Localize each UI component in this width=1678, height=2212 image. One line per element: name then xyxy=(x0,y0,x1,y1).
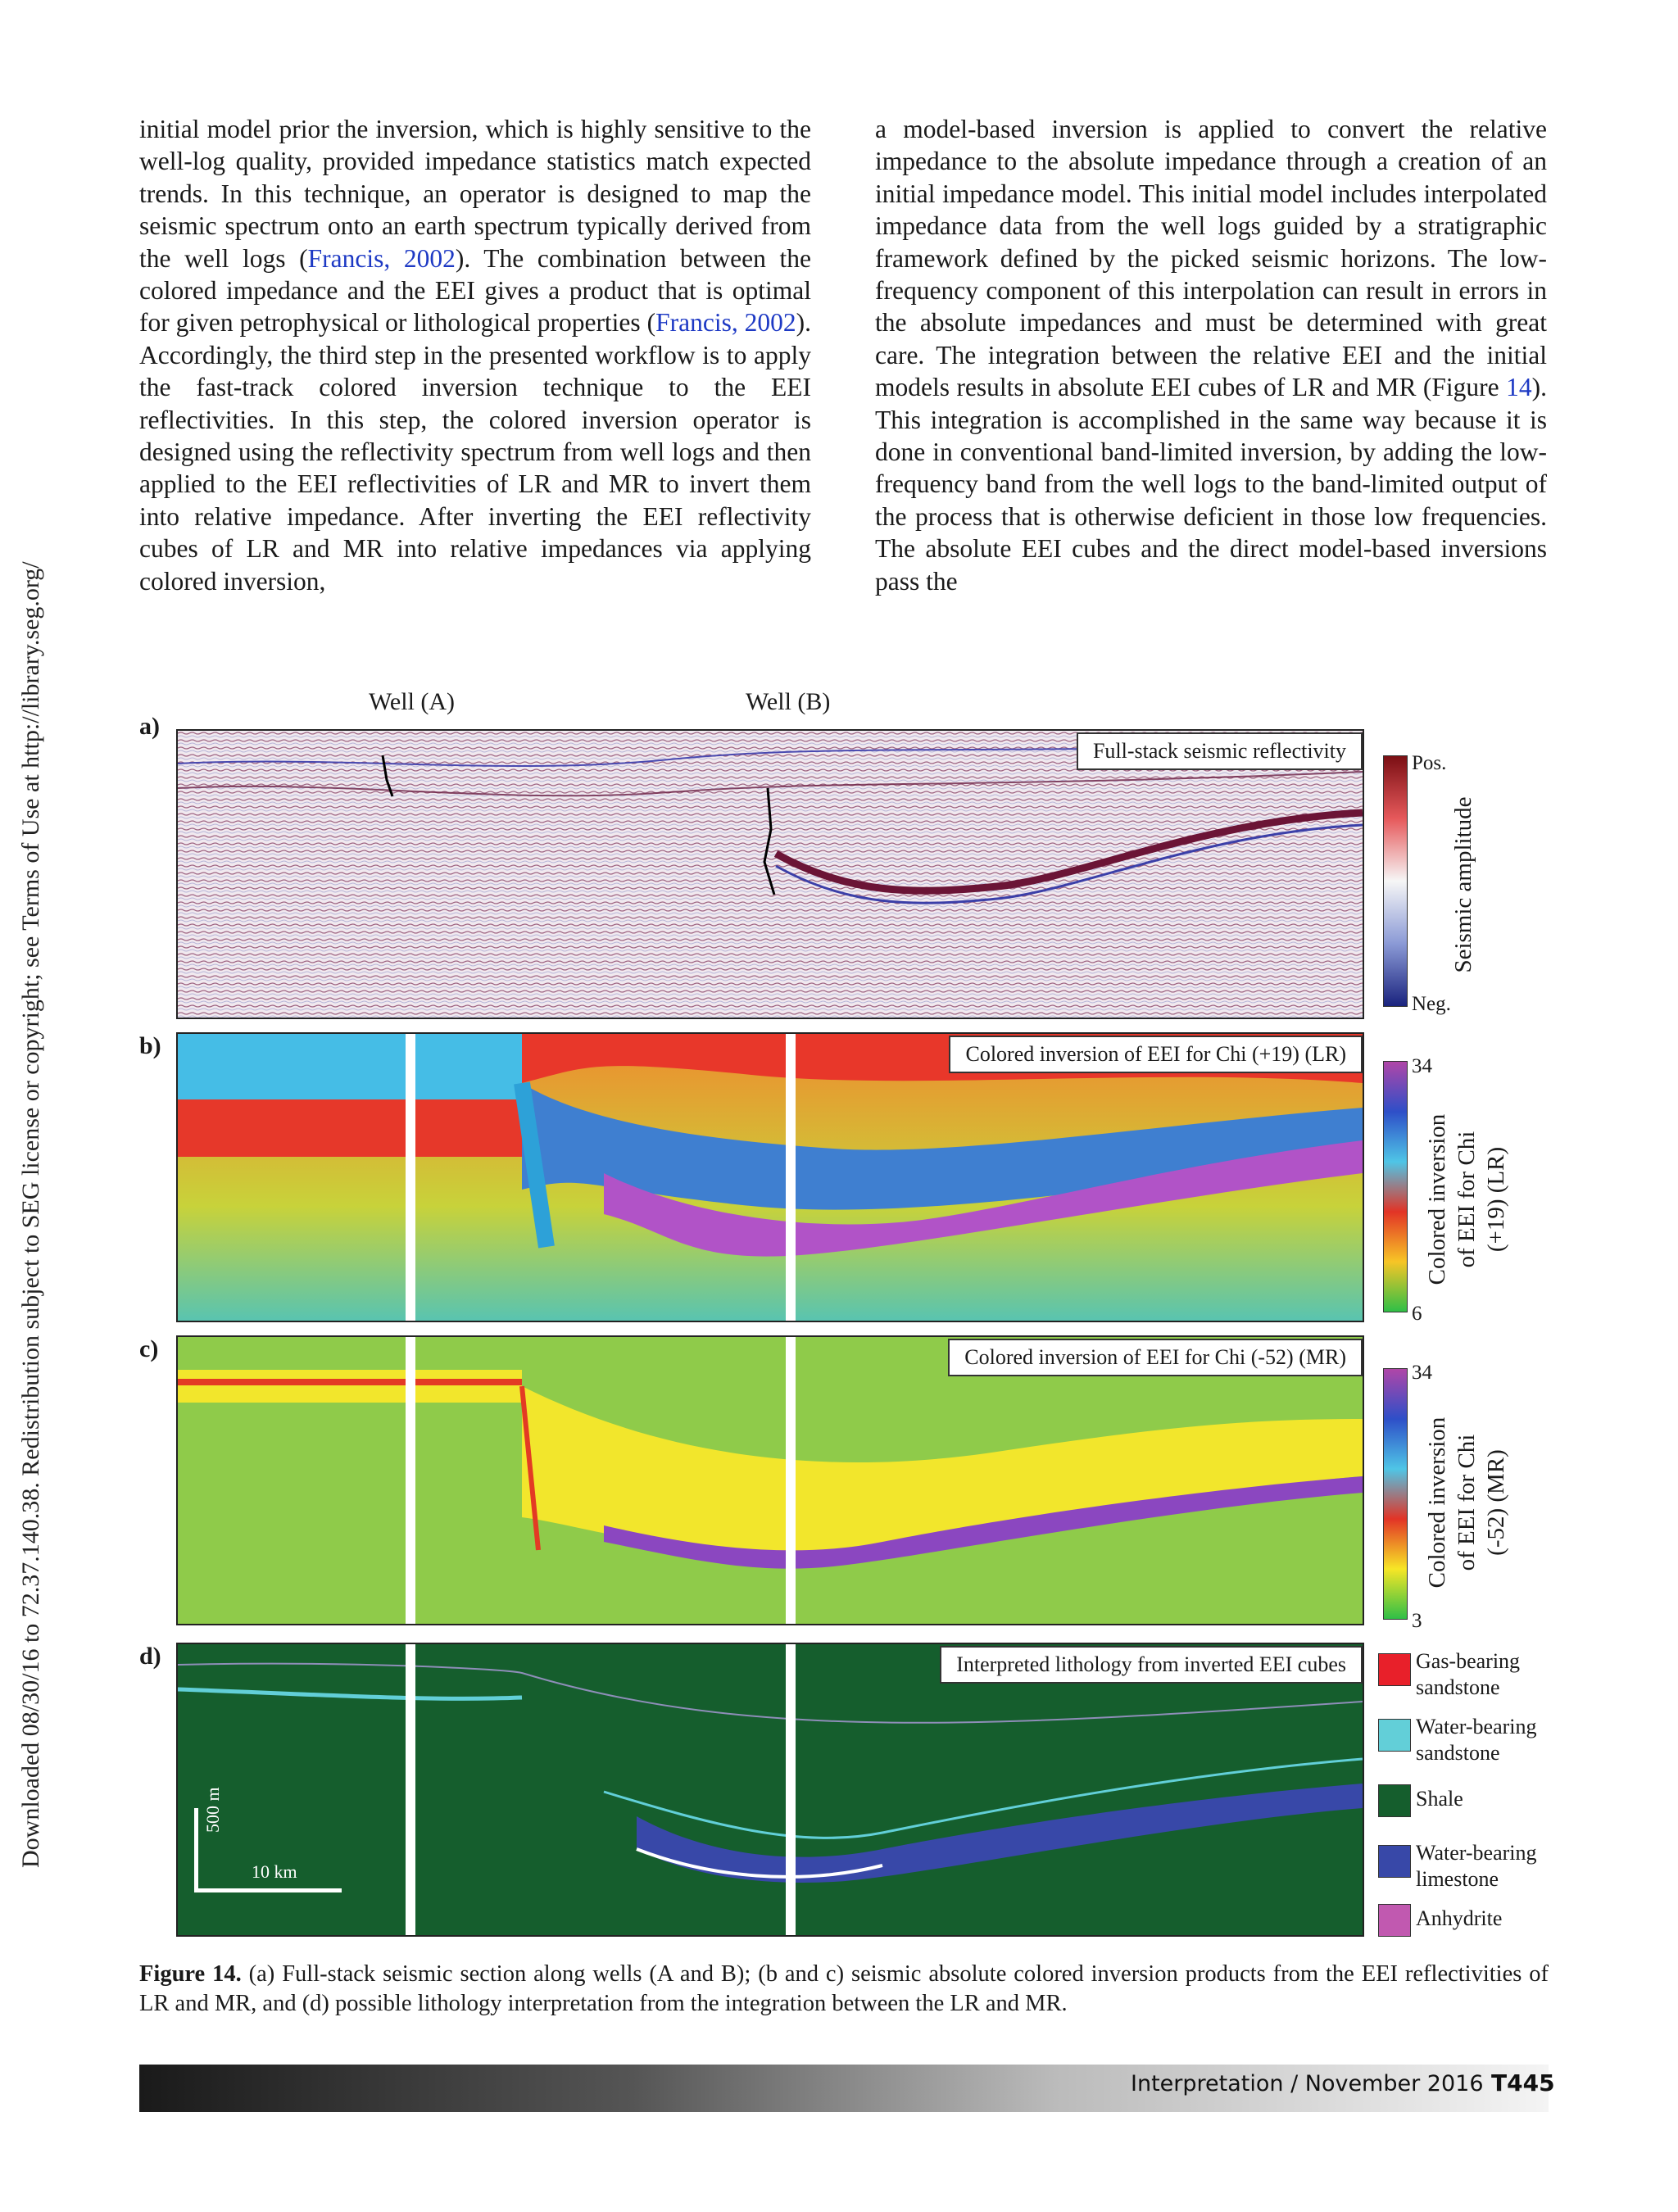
lr-colorbar xyxy=(1383,1061,1408,1312)
panel-c-mr xyxy=(176,1335,1364,1625)
download-notice: Downloaded 08/30/16 to 72.37.140.38. Redistribution subject to SEG license or copyright; see Terms of Use at http://library.seg.org/ xyxy=(17,561,44,1868)
panel-d-lithology xyxy=(176,1643,1364,1937)
scale-bar-vertical: 500 m xyxy=(202,1787,223,1833)
text-column-left xyxy=(139,113,811,597)
legend-swatch-shale xyxy=(1378,1784,1411,1817)
cbar-a-bottom: Neg. xyxy=(1412,993,1451,1015)
cbar-b-top: 34 xyxy=(1412,1055,1432,1077)
left-paragraph: initial model prior the inversion, which is highly sensitive to the well-log quality, provided impedance statistics match expected trends. In this technique, an operator is designed to map the seismic spectrum onto an earth spectrum typically derived from the well logs (Francis, 2002). The combination between the colored impedance and the EEI gives a product that is optimal for given petrophysical or lithological properties (Francis, 2002). Accordingly, the third step in the presented workflow is to apply the fast-track colored inversion technique to the EEI reflectivities. In this step, the colored inversion operator is designed using the reflectivity spectrum from well logs and then applied to the EEI reflectivities of LR and MR to invert them into relative impedance. After inverting the EEI reflectivity cubes of LR and MR into relative impedances via applying colored inversion, xyxy=(139,115,811,596)
legend-label: Gas-bearing sandstone xyxy=(1416,1649,1521,1699)
text-column-right xyxy=(875,113,1547,597)
cbar-b-label: Colored inversion of EEI for Chi (+19) (LR) xyxy=(1424,1113,1509,1285)
legend-label: Anhydrite xyxy=(1416,1906,1503,1930)
legend-swatch-gas-sandstone xyxy=(1378,1653,1411,1686)
cbar-c-label: Colored inversion of EEI for Chi (-52) (MR) xyxy=(1424,1416,1509,1589)
caption-text: (a) Full-stack seismic section along wells (A and B); (b and c) seismic absolute colored inversion products from the EEI reflectivities of LR and MR, and (d) possible lithology interpretation from the integration between the LR and MR. xyxy=(139,1961,1549,2016)
seismic-colorbar xyxy=(1383,755,1408,1007)
figure-ref-link[interactable]: 14 xyxy=(1506,373,1532,402)
panel-a-title: Full-stack seismic reflectivity xyxy=(1077,732,1363,770)
cbar-b-bottom: 6 xyxy=(1412,1303,1422,1325)
caption-label: Figure 14. xyxy=(139,1961,242,1987)
legend-swatch-anhydrite xyxy=(1378,1904,1411,1937)
panel-b-title: Colored inversion of EEI for Chi (+19) (LR) xyxy=(949,1036,1363,1073)
right-paragraph: a model-based inversion is applied to convert the relative impedance to the absolute impedance through a creation of an initial impedance model. This initial model includes interpolated impedance data from the well logs guided by a stratigraphic framework defined by the picked seismic horizons. The low-frequency component of this interpolation can result in errors in the absolute impedances and must be determined with great care. The integration between the relative EEI and the initial models results in absolute EEI cubes of LR and MR (Figure 14). This integration is accomplished in the same way because it is done in conventional band-limited inversion, by adding the low-frequency band from the well logs to the band-limited output of the process that is otherwise deficient in those low frequencies. The absolute EEI cubes and the direct model-based inversions pass the xyxy=(875,115,1547,596)
legend-label: Water-bearing limestone xyxy=(1416,1841,1537,1891)
legend-swatch-water-sandstone xyxy=(1378,1719,1411,1752)
lr-inversion-image xyxy=(178,1034,1363,1321)
panel-d-label: d) xyxy=(139,1643,161,1670)
figure-caption xyxy=(139,1960,1549,2019)
well-a-label: Well (A) xyxy=(369,688,456,715)
mr-inversion-image xyxy=(178,1337,1363,1624)
legend-swatch-limestone xyxy=(1378,1845,1411,1878)
seismic-section-image xyxy=(178,731,1363,1018)
well-b-label: Well (B) xyxy=(746,688,831,715)
cbar-c-top: 34 xyxy=(1412,1362,1432,1384)
legend-label: Shale xyxy=(1416,1787,1463,1811)
citation-link[interactable]: Francis, 2002 xyxy=(307,243,456,273)
page-number: T445 xyxy=(1491,2069,1555,2096)
panel-a-seismic xyxy=(176,729,1364,1019)
scale-bar-horizontal: 10 km xyxy=(252,1861,297,1882)
panel-c-label: c) xyxy=(139,1335,159,1362)
cbar-c-bottom: 3 xyxy=(1412,1610,1422,1632)
panel-b-lr xyxy=(176,1032,1364,1322)
panel-b-label: b) xyxy=(139,1032,161,1059)
legend-label: Water-bearing sandstone xyxy=(1416,1715,1537,1765)
lithology-image xyxy=(178,1644,1363,1935)
panel-a-label: a) xyxy=(139,713,160,740)
figure-14 xyxy=(139,688,1549,1950)
panel-c-title: Colored inversion of EEI for Chi (-52) (MR) xyxy=(948,1339,1363,1376)
citation-link[interactable]: Francis, 2002 xyxy=(655,308,796,338)
mr-colorbar xyxy=(1383,1368,1408,1620)
cbar-a-label: Seismic amplitude xyxy=(1450,796,1476,973)
cbar-a-top: Pos. xyxy=(1412,752,1447,774)
panel-d-title: Interpreted lithology from inverted EEI cubes xyxy=(940,1646,1363,1684)
